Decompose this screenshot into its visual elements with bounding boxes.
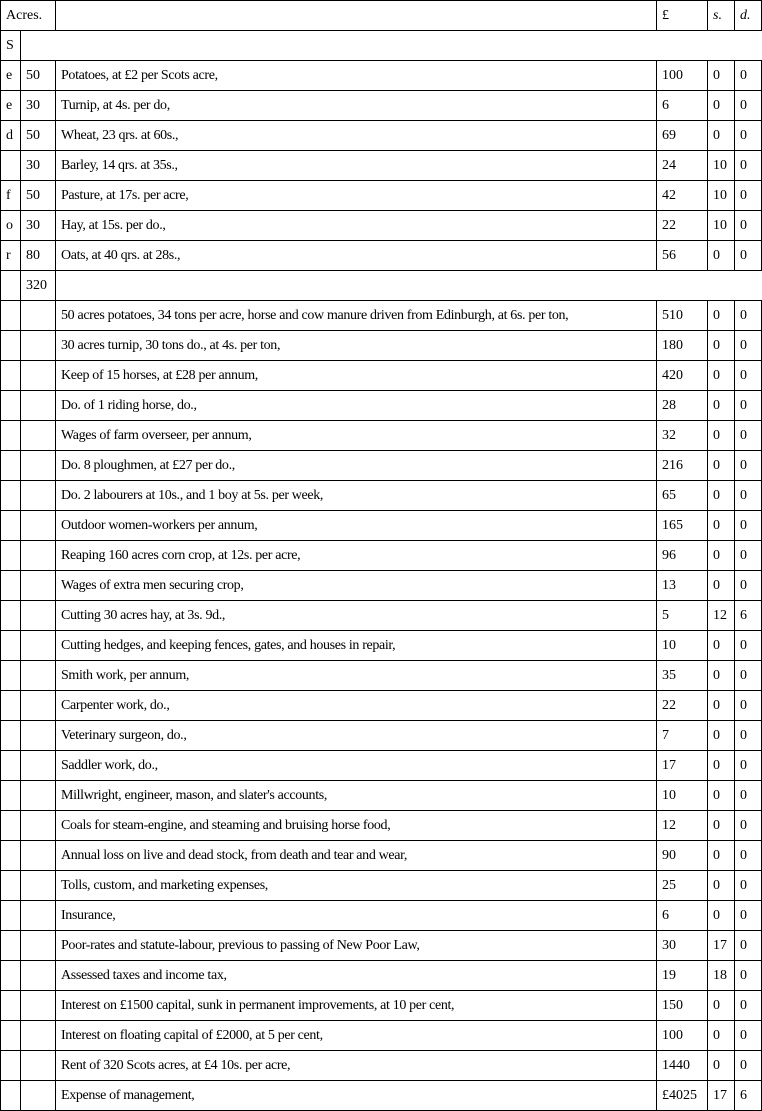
shillings-cell: 0	[708, 781, 735, 811]
pounds-cell: 65	[657, 481, 708, 511]
pence-cell: 0	[735, 61, 762, 91]
empty-span-cell	[56, 271, 762, 301]
pounds-cell: 165	[657, 511, 708, 541]
pounds-cell: 1440	[657, 1051, 708, 1081]
shillings-cell: 0	[708, 91, 735, 121]
shillings-cell: 0	[708, 451, 735, 481]
side-letter: e	[1, 61, 21, 91]
side-letter	[1, 1051, 21, 1081]
expense-row	[1, 991, 762, 1021]
crop-row	[1, 61, 762, 91]
shillings-cell: 0	[708, 661, 735, 691]
crop-row	[1, 121, 762, 151]
acres-cell	[21, 811, 56, 841]
acres-cell: 50	[21, 181, 56, 211]
acres-cell	[21, 901, 56, 931]
side-letter	[1, 301, 21, 331]
shillings-cell: 0	[708, 511, 735, 541]
pounds-cell: 42	[657, 181, 708, 211]
acres-cell	[21, 571, 56, 601]
description-cell: Saddler work, do.,	[56, 751, 657, 781]
side-letter	[1, 871, 21, 901]
side-letter	[1, 151, 21, 181]
pounds-cell: 6	[657, 901, 708, 931]
pounds-cell: 19	[657, 961, 708, 991]
acres-cell	[21, 721, 56, 751]
empty-span-cell	[21, 31, 762, 61]
side-letter	[1, 961, 21, 991]
pounds-cell: 32	[657, 421, 708, 451]
shillings-cell: 0	[708, 811, 735, 841]
acres-cell	[21, 961, 56, 991]
side-letter	[1, 361, 21, 391]
expense-row	[1, 601, 762, 631]
acres-cell	[21, 691, 56, 721]
side-letter	[1, 511, 21, 541]
pounds-cell: 28	[657, 391, 708, 421]
pence-cell: 0	[735, 901, 762, 931]
shillings-cell: 10	[708, 151, 735, 181]
crop-row	[1, 241, 762, 271]
acres-cell	[21, 421, 56, 451]
description-cell: Veterinary surgeon, do.,	[56, 721, 657, 751]
shillings-cell: 0	[708, 541, 735, 571]
pence-cell: 0	[735, 691, 762, 721]
pence-cell: 0	[735, 961, 762, 991]
pounds-cell: 6	[657, 91, 708, 121]
pence-cell: 0	[735, 991, 762, 1021]
pounds-cell: 96	[657, 541, 708, 571]
acres-cell: 30	[21, 151, 56, 181]
shillings-cell: 0	[708, 1051, 735, 1081]
pence-cell: 0	[735, 841, 762, 871]
pounds-cell: 24	[657, 151, 708, 181]
description-cell: Reaping 160 acres corn crop, at 12s. per acre,	[56, 541, 657, 571]
pence-cell: 0	[735, 511, 762, 541]
side-letter	[1, 811, 21, 841]
crop-row	[1, 211, 762, 241]
description-cell: Barley, 14 qrs. at 35s.,	[56, 151, 657, 181]
expense-row	[1, 1051, 762, 1081]
pounds-cell: 22	[657, 691, 708, 721]
total-acres-cell: 320	[21, 271, 56, 301]
expense-row	[1, 451, 762, 481]
side-letter	[1, 541, 21, 571]
pounds-cell: 5	[657, 601, 708, 631]
pence-cell: 0	[735, 751, 762, 781]
shillings-cell: 0	[708, 1021, 735, 1051]
description-cell: Hay, at 15s. per do.,	[56, 211, 657, 241]
shillings-cell: 17	[708, 1081, 735, 1111]
side-letter	[1, 271, 21, 301]
pence-cell: 0	[735, 1021, 762, 1051]
description-cell: Poor-rates and statute-labour, previous to passing of New Poor Law,	[56, 931, 657, 961]
pounds-cell: 17	[657, 751, 708, 781]
expense-row	[1, 481, 762, 511]
acres-cell	[21, 331, 56, 361]
shillings-cell: 0	[708, 121, 735, 151]
side-letter	[1, 991, 21, 1021]
pounds-cell: 22	[657, 211, 708, 241]
expense-row	[1, 1021, 762, 1051]
acres-cell: 50	[21, 61, 56, 91]
pence-cell: 0	[735, 121, 762, 151]
acres-cell	[21, 631, 56, 661]
shillings-cell: 0	[708, 481, 735, 511]
pounds-cell: £4025	[657, 1081, 708, 1111]
pounds-cell: 90	[657, 841, 708, 871]
side-letter: d	[1, 121, 21, 151]
shillings-cell: 0	[708, 301, 735, 331]
header-description	[56, 1, 657, 31]
description-cell: Pasture, at 17s. per acre,	[56, 181, 657, 211]
expense-row	[1, 781, 762, 811]
shillings-cell: 0	[708, 361, 735, 391]
expense-row	[1, 631, 762, 661]
crop-row	[1, 151, 762, 181]
pence-cell: 0	[735, 331, 762, 361]
expense-row	[1, 811, 762, 841]
pence-cell: 0	[735, 781, 762, 811]
side-letter	[1, 631, 21, 661]
expense-row	[1, 331, 762, 361]
acres-cell	[21, 781, 56, 811]
pounds-cell: 30	[657, 931, 708, 961]
pence-cell: 0	[735, 91, 762, 121]
header-pence: d.	[735, 1, 762, 31]
header-acres: Acres.	[1, 1, 56, 31]
description-cell: Do. 8 ploughmen, at £27 per do.,	[56, 451, 657, 481]
pence-cell: 0	[735, 931, 762, 961]
acres-cell: 80	[21, 241, 56, 271]
description-cell: Insurance,	[56, 901, 657, 931]
pounds-cell: 180	[657, 331, 708, 361]
side-letter	[1, 331, 21, 361]
description-cell: Interest on £1500 capital, sunk in permanent improvements, at 10 per cent,	[56, 991, 657, 1021]
description-cell: Wages of extra men securing crop,	[56, 571, 657, 601]
pence-cell: 0	[735, 211, 762, 241]
acres-cell	[21, 601, 56, 631]
side-letter	[1, 661, 21, 691]
description-cell: Annual loss on live and dead stock, from death and tear and wear,	[56, 841, 657, 871]
side-letter	[1, 1081, 21, 1111]
side-letter	[1, 691, 21, 721]
expense-row	[1, 301, 762, 331]
description-cell: Millwright, engineer, mason, and slater's accounts,	[56, 781, 657, 811]
pounds-cell: 150	[657, 991, 708, 1021]
expense-row	[1, 661, 762, 691]
expense-row	[1, 751, 762, 781]
acres-cell	[21, 871, 56, 901]
pence-cell: 0	[735, 811, 762, 841]
acres-cell: 50	[21, 121, 56, 151]
side-letter	[1, 751, 21, 781]
pounds-cell: 25	[657, 871, 708, 901]
description-cell: Potatoes, at £2 per Scots acre,	[56, 61, 657, 91]
description-cell: Rent of 320 Scots acres, at £4 10s. per acre,	[56, 1051, 657, 1081]
pence-cell: 0	[735, 421, 762, 451]
shillings-cell: 18	[708, 961, 735, 991]
acres-cell	[21, 1081, 56, 1111]
pounds-cell: 420	[657, 361, 708, 391]
pounds-cell: 100	[657, 61, 708, 91]
pence-cell: 0	[735, 481, 762, 511]
acres-cell	[21, 991, 56, 1021]
expense-row	[1, 721, 762, 751]
description-cell: Cutting 30 acres hay, at 3s. 9d.,	[56, 601, 657, 631]
description-cell: Assessed taxes and income tax,	[56, 961, 657, 991]
side-letter: o	[1, 211, 21, 241]
pounds-cell: 56	[657, 241, 708, 271]
shillings-cell: 0	[708, 421, 735, 451]
shillings-cell: 0	[708, 331, 735, 361]
side-letter	[1, 481, 21, 511]
description-cell: Do. 2 labourers at 10s., and 1 boy at 5s. per week,	[56, 481, 657, 511]
header-row	[1, 1, 762, 31]
pence-cell: 6	[735, 1081, 762, 1111]
pounds-cell: 10	[657, 631, 708, 661]
side-letter	[1, 391, 21, 421]
pounds-cell: 35	[657, 661, 708, 691]
side-letter	[1, 601, 21, 631]
pence-cell: 0	[735, 151, 762, 181]
shillings-cell: 17	[708, 931, 735, 961]
description-cell: Keep of 15 horses, at £28 per annum,	[56, 361, 657, 391]
side-letter	[1, 781, 21, 811]
shillings-cell: 10	[708, 211, 735, 241]
side-letter: f	[1, 181, 21, 211]
shillings-cell: 0	[708, 631, 735, 661]
acres-cell	[21, 301, 56, 331]
pence-cell: 6	[735, 601, 762, 631]
shillings-cell: 0	[708, 61, 735, 91]
acres-cell	[21, 361, 56, 391]
pence-cell: 0	[735, 631, 762, 661]
pence-cell: 0	[735, 181, 762, 211]
shillings-cell: 12	[708, 601, 735, 631]
side-letter: e	[1, 91, 21, 121]
pence-cell: 0	[735, 361, 762, 391]
shillings-cell: 0	[708, 871, 735, 901]
pence-cell: 0	[735, 301, 762, 331]
pence-cell: 0	[735, 451, 762, 481]
description-cell: Carpenter work, do.,	[56, 691, 657, 721]
side-letter	[1, 451, 21, 481]
expense-row	[1, 421, 762, 451]
side-letter	[1, 571, 21, 601]
shillings-cell: 0	[708, 901, 735, 931]
description-cell: Coals for steam-engine, and steaming and bruising horse food,	[56, 811, 657, 841]
description-cell: Expense of management,	[56, 1081, 657, 1111]
expense-row	[1, 691, 762, 721]
side-letter	[1, 931, 21, 961]
side-letter	[1, 841, 21, 871]
side-letter	[1, 901, 21, 931]
pounds-cell: 7	[657, 721, 708, 751]
acres-cell	[21, 1021, 56, 1051]
description-cell: Do. of 1 riding horse, do.,	[56, 391, 657, 421]
acres-cell	[21, 541, 56, 571]
header-shillings: s.	[708, 1, 735, 31]
pounds-cell: 216	[657, 451, 708, 481]
pence-cell: 0	[735, 571, 762, 601]
acres-cell	[21, 481, 56, 511]
description-cell: Smith work, per annum,	[56, 661, 657, 691]
acres-cell	[21, 511, 56, 541]
expense-row	[1, 961, 762, 991]
shillings-cell: 0	[708, 751, 735, 781]
shillings-cell: 0	[708, 571, 735, 601]
shillings-cell: 0	[708, 241, 735, 271]
description-cell: Tolls, custom, and marketing expenses,	[56, 871, 657, 901]
shillings-cell: 0	[708, 991, 735, 1021]
shillings-cell: 0	[708, 391, 735, 421]
crop-row	[1, 181, 762, 211]
pounds-cell: 69	[657, 121, 708, 151]
shillings-cell: 0	[708, 691, 735, 721]
acres-cell	[21, 451, 56, 481]
pounds-cell: 13	[657, 571, 708, 601]
acres-cell	[21, 1051, 56, 1081]
pounds-cell: 12	[657, 811, 708, 841]
acres-cell: 30	[21, 211, 56, 241]
expense-row	[1, 511, 762, 541]
header-pounds: £	[657, 1, 708, 31]
shillings-cell: 10	[708, 181, 735, 211]
side-letter: r	[1, 241, 21, 271]
pence-cell: 0	[735, 871, 762, 901]
pence-cell: 0	[735, 661, 762, 691]
section-letter-row	[1, 31, 762, 61]
expense-row	[1, 871, 762, 901]
acres-cell	[21, 751, 56, 781]
description-cell: Interest on floating capital of £2000, at 5 per cent,	[56, 1021, 657, 1051]
description-cell: Wages of farm overseer, per annum,	[56, 421, 657, 451]
total-row	[1, 1081, 762, 1111]
pence-cell: 0	[735, 1051, 762, 1081]
total-acres-row	[1, 271, 762, 301]
description-cell: 50 acres potatoes, 34 tons per acre, horse and cow manure driven from Edinburgh, at 6s. per ton,	[56, 301, 657, 331]
pounds-cell: 10	[657, 781, 708, 811]
acres-cell	[21, 661, 56, 691]
expense-row	[1, 841, 762, 871]
pence-cell: 0	[735, 721, 762, 751]
side-letter	[1, 1021, 21, 1051]
expense-row	[1, 901, 762, 931]
expense-row	[1, 571, 762, 601]
shillings-cell: 0	[708, 721, 735, 751]
acres-cell	[21, 841, 56, 871]
pence-cell: 0	[735, 541, 762, 571]
expense-row	[1, 391, 762, 421]
crop-row	[1, 91, 762, 121]
acres-cell: 30	[21, 91, 56, 121]
side-letter	[1, 421, 21, 451]
side-letter	[1, 721, 21, 751]
pence-cell: 0	[735, 241, 762, 271]
description-cell: Turnip, at 4s. per do,	[56, 91, 657, 121]
shillings-cell: 0	[708, 841, 735, 871]
pounds-cell: 510	[657, 301, 708, 331]
expense-row	[1, 361, 762, 391]
description-cell: Outdoor women-workers per annum,	[56, 511, 657, 541]
pence-cell: 0	[735, 391, 762, 421]
description-cell: Wheat, 23 qrs. at 60s.,	[56, 121, 657, 151]
expense-row	[1, 931, 762, 961]
side-letter: S	[1, 31, 21, 61]
description-cell: Oats, at 40 qrs. at 28s.,	[56, 241, 657, 271]
description-cell: 30 acres turnip, 30 tons do., at 4s. per ton,	[56, 331, 657, 361]
expense-row	[1, 541, 762, 571]
acres-cell	[21, 931, 56, 961]
description-cell: Cutting hedges, and keeping fences, gates, and houses in repair,	[56, 631, 657, 661]
pounds-cell: 100	[657, 1021, 708, 1051]
acres-cell	[21, 391, 56, 421]
